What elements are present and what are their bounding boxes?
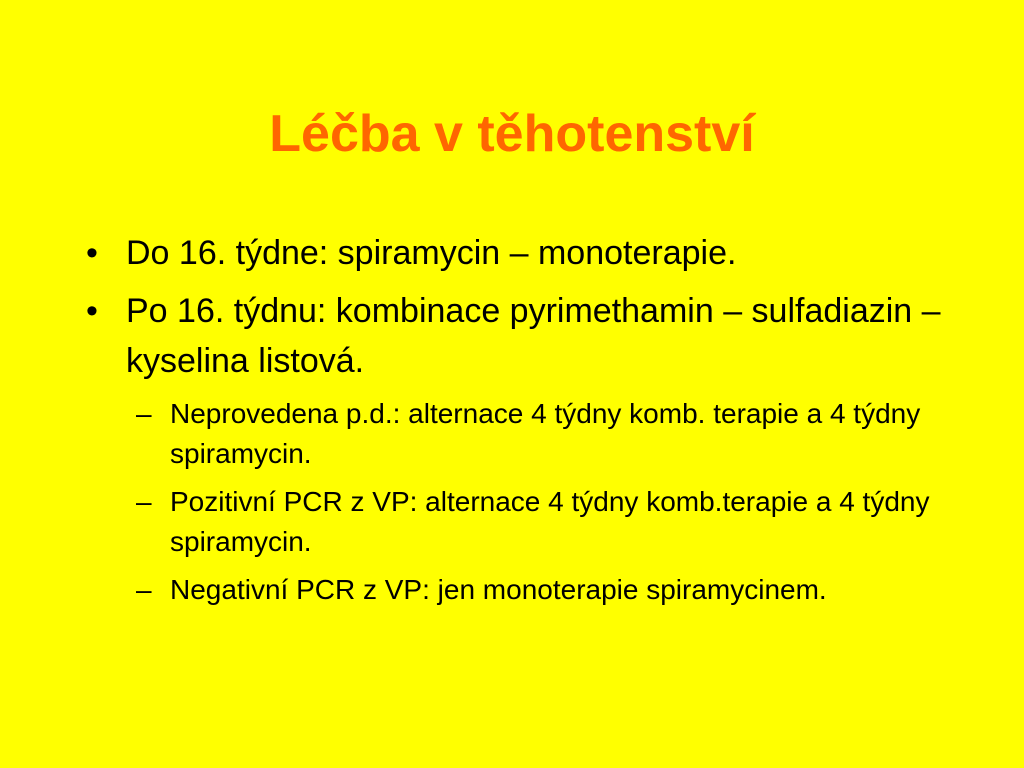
bullet-item (84, 228, 964, 278)
bullet-glyph: • (86, 234, 98, 272)
bullet-glyph: • (86, 292, 98, 330)
bullet-text: Do 16. týdne: spiramycin – monoterapie. (126, 234, 737, 272)
sub-bullet-item (84, 570, 964, 610)
bullet-item (84, 286, 964, 386)
sub-bullet-glyph: – (136, 486, 152, 517)
sub-bullet-item (84, 482, 964, 562)
slide-title: Léčba v těhotenství (269, 105, 755, 163)
sub-bullet-item (84, 394, 964, 474)
bullet-text: Po 16. týdnu: kombinace pyrimethamin – sulfadiazin – kyselina listová. (126, 292, 941, 380)
sub-bullet-text: Negativní PCR z VP: jen monoterapie spiramycinem. (170, 574, 827, 605)
sub-bullet-text: Neprovedena p.d.: alternace 4 týdny komb. terapie a 4 týdny spiramycin. (170, 398, 921, 469)
sub-bullet-glyph: – (136, 574, 152, 605)
sub-bullet-text: Pozitivní PCR z VP: alternace 4 týdny komb.terapie a 4 týdny spiramycin. (170, 486, 930, 557)
slide-content (84, 228, 964, 618)
sub-bullet-glyph: – (136, 398, 152, 429)
sub-bullet-list (84, 394, 964, 610)
